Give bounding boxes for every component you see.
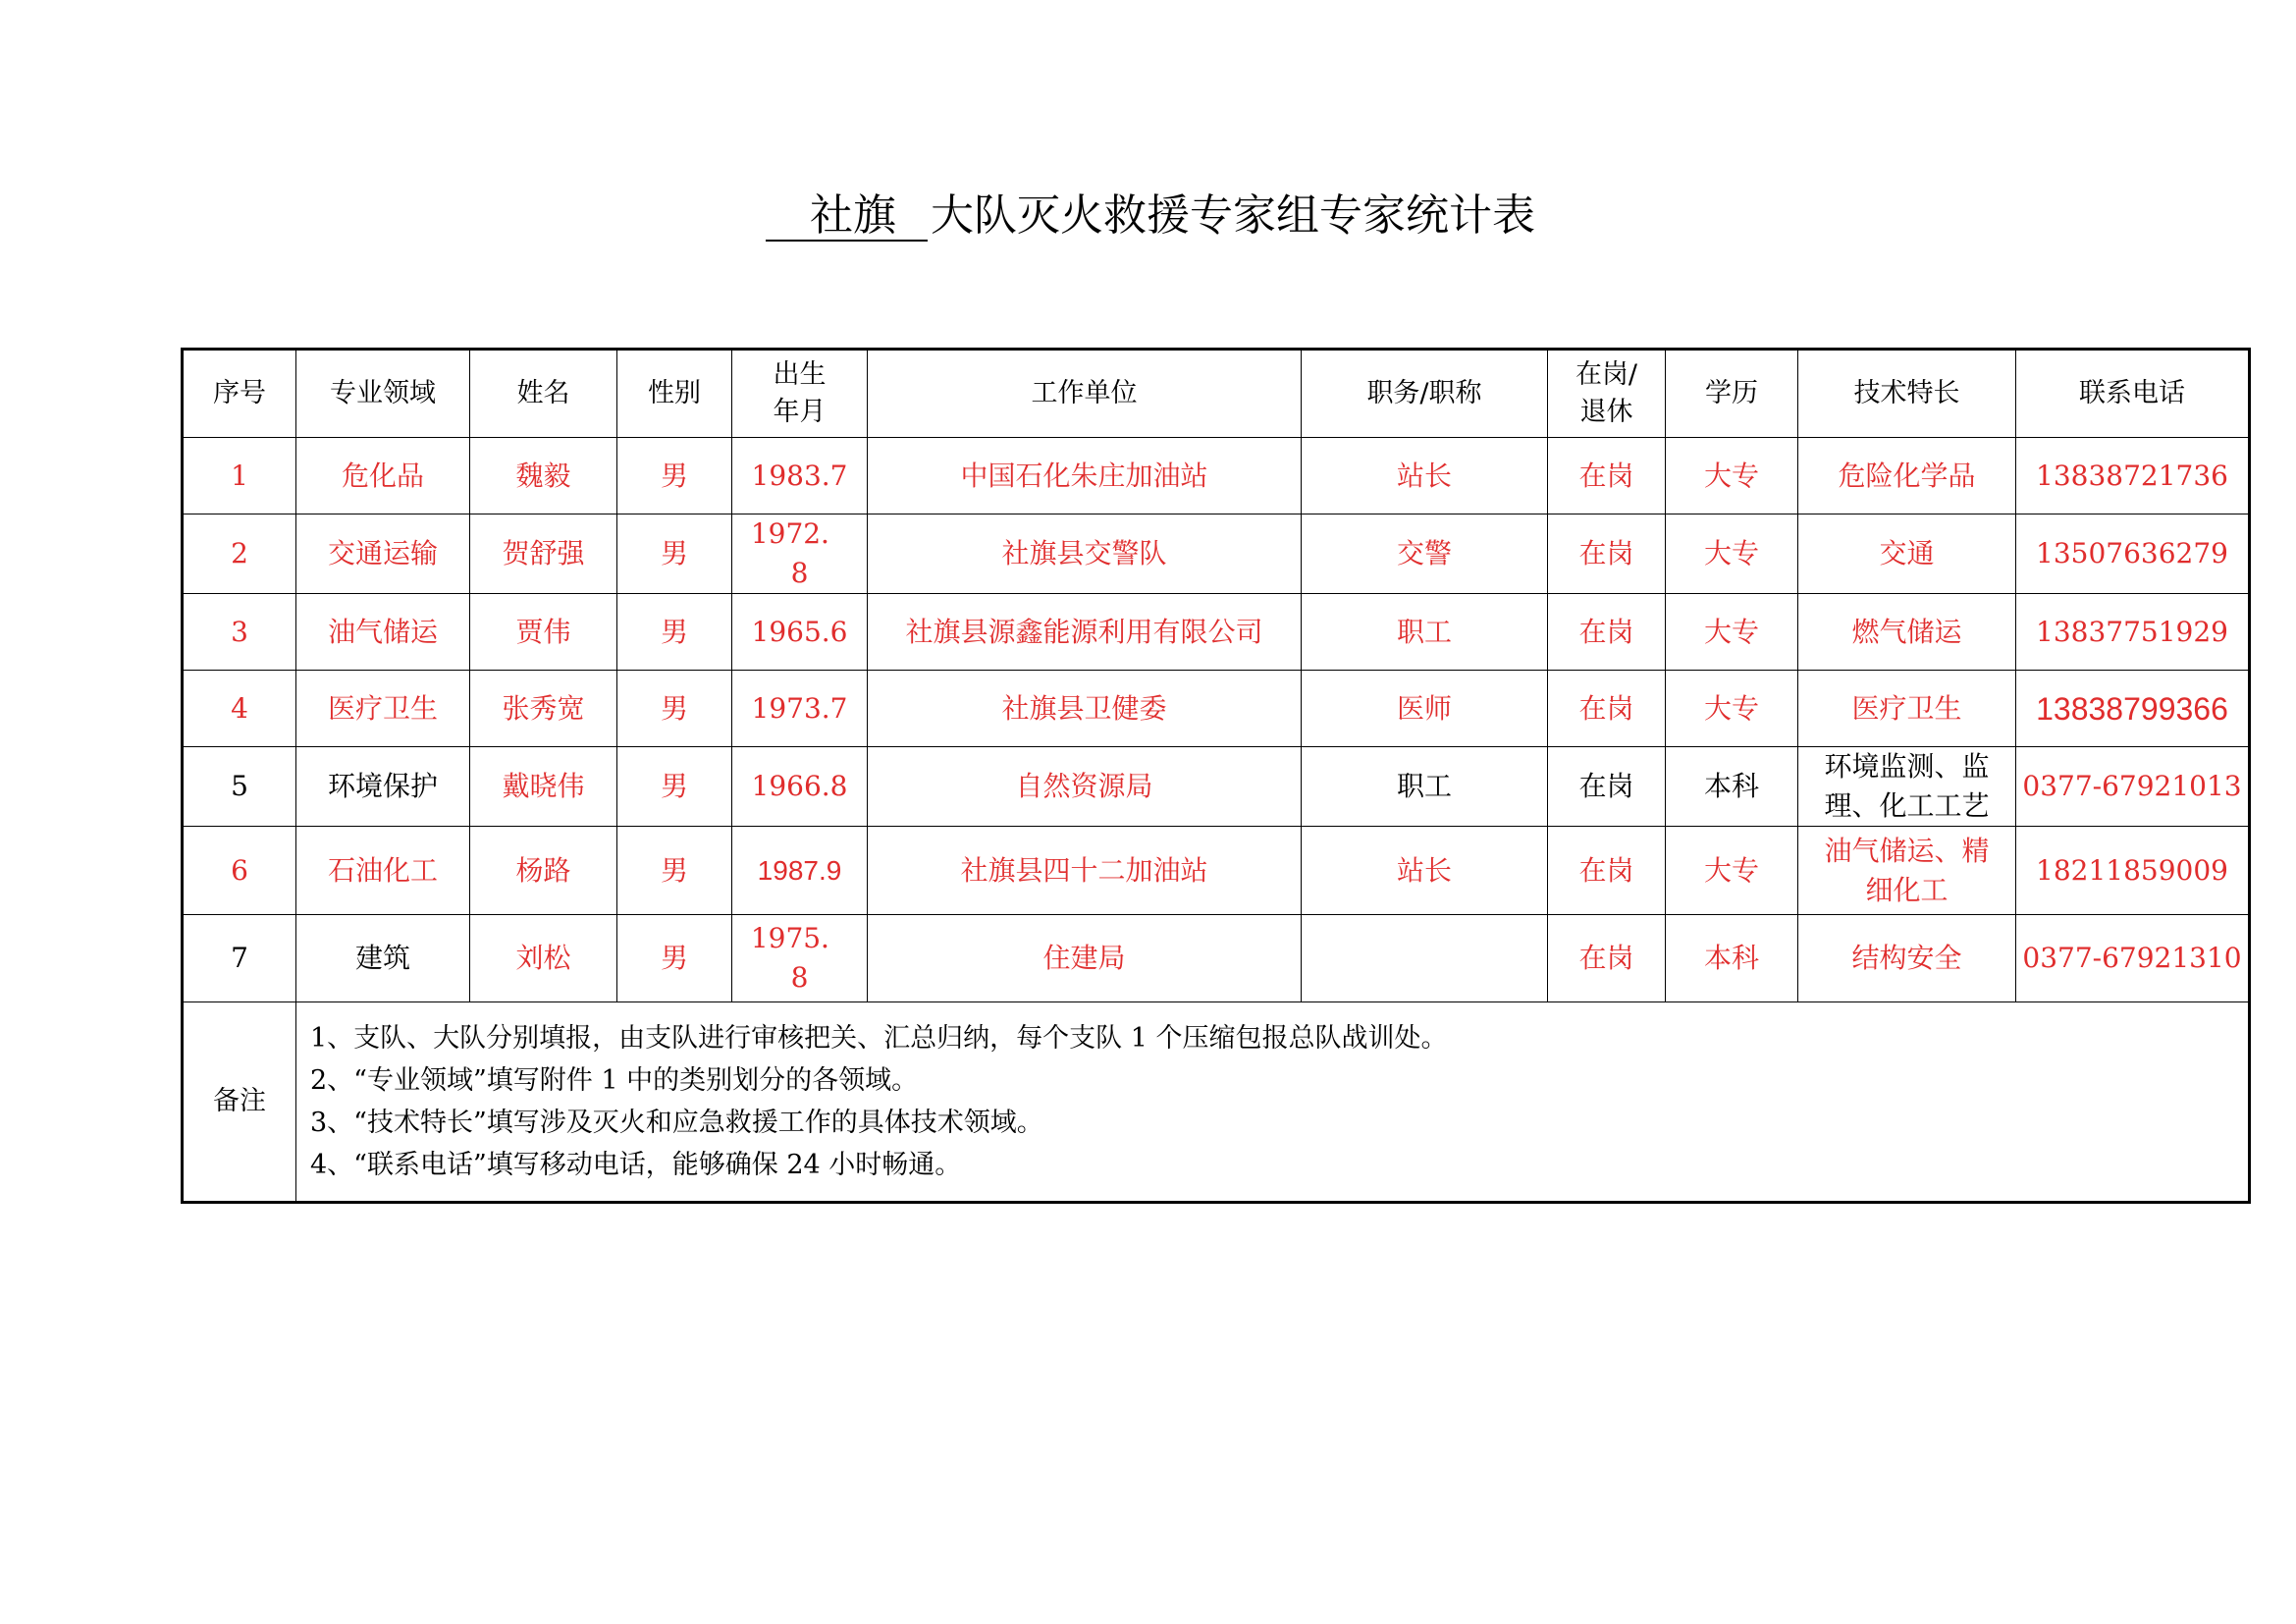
cell-education: 大专 xyxy=(1666,671,1798,747)
cell-birth: 1983.7 xyxy=(732,438,868,514)
cell-specialty: 燃气储运 xyxy=(1798,594,2016,671)
header-birth: 出生 年月 xyxy=(732,350,868,438)
table-row xyxy=(183,747,2250,827)
cell-phone: 13838799366 xyxy=(2016,671,2250,747)
cell-name: 戴晓伟 xyxy=(470,747,617,827)
table-row xyxy=(183,671,2250,747)
cell-phone: 0377-67921013 xyxy=(2016,747,2250,827)
cell-name: 贺舒强 xyxy=(470,514,617,594)
cell-phone: 18211859009 xyxy=(2016,827,2250,915)
header-education: 学历 xyxy=(1666,350,1798,438)
header-seq: 序号 xyxy=(183,350,296,438)
cell-birth: 1987.9 xyxy=(732,827,868,915)
table-row xyxy=(183,514,2250,594)
cell-position: 站长 xyxy=(1302,827,1548,915)
header-status: 在岗/ 退休 xyxy=(1548,350,1666,438)
cell-name: 张秀宽 xyxy=(470,671,617,747)
page-title xyxy=(766,192,1535,244)
header-employer: 工作单位 xyxy=(868,350,1302,438)
cell-phone: 0377-67921310 xyxy=(2016,915,2250,1002)
cell-education: 本科 xyxy=(1666,747,1798,827)
cell-education: 大专 xyxy=(1666,594,1798,671)
cell-gender: 男 xyxy=(617,438,732,514)
cell-status: 在岗 xyxy=(1548,671,1666,747)
cell-birth: 1975．8 xyxy=(732,915,868,1002)
cell-field: 环境保护 xyxy=(296,747,470,827)
note-line: 2、“专业领域”填写附件 1 中的类别划分的各领域。 xyxy=(310,1065,919,1096)
cell-status: 在岗 xyxy=(1548,594,1666,671)
cell-gender: 男 xyxy=(617,747,732,827)
cell-position: 站长 xyxy=(1302,438,1548,514)
cell-specialty: 油气储运、精细化工 xyxy=(1798,827,2016,915)
header-position: 职务/职称 xyxy=(1302,350,1548,438)
cell-field: 交通运输 xyxy=(296,514,470,594)
cell-education: 大专 xyxy=(1666,514,1798,594)
header-field: 专业领域 xyxy=(296,350,470,438)
cell-education: 大专 xyxy=(1666,438,1798,514)
table-header-row xyxy=(183,350,2250,438)
cell-phone: 13837751929 xyxy=(2016,594,2250,671)
cell-birth: 1973.7 xyxy=(732,671,868,747)
cell-seq: 4 xyxy=(183,671,296,747)
header-gender: 性别 xyxy=(617,350,732,438)
cell-seq: 1 xyxy=(183,438,296,514)
cell-position: 职工 xyxy=(1302,594,1548,671)
cell-field: 石油化工 xyxy=(296,827,470,915)
cell-specialty: 医疗卫生 xyxy=(1798,671,2016,747)
cell-gender: 男 xyxy=(617,514,732,594)
cell-phone: 13507636279 xyxy=(2016,514,2250,594)
note-line: 4、“联系电话”填写移动电话，能够确保 24 小时畅通。 xyxy=(310,1150,962,1180)
cell-name: 杨路 xyxy=(470,827,617,915)
cell-field: 油气储运 xyxy=(296,594,470,671)
title-text: 大队灭火救援专家组专家统计表 xyxy=(931,190,1535,241)
cell-seq: 3 xyxy=(183,594,296,671)
cell-education: 大专 xyxy=(1666,827,1798,915)
cell-field: 危化品 xyxy=(296,438,470,514)
cell-seq: 5 xyxy=(183,747,296,827)
cell-seq: 6 xyxy=(183,827,296,915)
table-row xyxy=(183,827,2250,915)
table-row xyxy=(183,438,2250,514)
notes-label: 备注 xyxy=(183,1002,296,1203)
cell-employer: 社旗县四十二加油站 xyxy=(868,827,1302,915)
cell-employer: 社旗县卫健委 xyxy=(868,671,1302,747)
header-name: 姓名 xyxy=(470,350,617,438)
cell-name: 刘松 xyxy=(470,915,617,1002)
note-line: 3、“技术特长”填写涉及灭火和应急救援工作的具体技术领域。 xyxy=(310,1108,1043,1138)
cell-status: 在岗 xyxy=(1548,514,1666,594)
cell-employer: 住建局 xyxy=(868,915,1302,1002)
cell-employer: 社旗县源鑫能源利用有限公司 xyxy=(868,594,1302,671)
cell-gender: 男 xyxy=(617,915,732,1002)
cell-gender: 男 xyxy=(617,671,732,747)
cell-name: 魏毅 xyxy=(470,438,617,514)
cell-seq: 7 xyxy=(183,915,296,1002)
cell-position: 交警 xyxy=(1302,514,1548,594)
cell-position: 职工 xyxy=(1302,747,1548,827)
cell-specialty: 危险化学品 xyxy=(1798,438,2016,514)
cell-employer: 自然资源局 xyxy=(868,747,1302,827)
cell-seq: 2 xyxy=(183,514,296,594)
cell-name: 贾伟 xyxy=(470,594,617,671)
notes-row xyxy=(183,1002,2250,1203)
cell-position xyxy=(1302,915,1548,1002)
cell-specialty: 交通 xyxy=(1798,514,2016,594)
cell-status: 在岗 xyxy=(1548,438,1666,514)
cell-birth: 1965.6 xyxy=(732,594,868,671)
note-line: 1、支队、大队分别填报，由支队进行审核把关、汇总归纳，每个支队 1 个压缩包报总队战训处。 xyxy=(310,1023,1448,1054)
expert-table xyxy=(181,348,2251,1204)
cell-specialty: 结构安全 xyxy=(1798,915,2016,1002)
header-specialty: 技术特长 xyxy=(1798,350,2016,438)
cell-gender: 男 xyxy=(617,594,732,671)
cell-employer: 中国石化朱庄加油站 xyxy=(868,438,1302,514)
title-unit-name: 社旗 xyxy=(766,192,928,242)
notes-content xyxy=(296,1002,2250,1203)
cell-status: 在岗 xyxy=(1548,827,1666,915)
cell-education: 本科 xyxy=(1666,915,1798,1002)
cell-birth: 1966.8 xyxy=(732,747,868,827)
cell-field: 建筑 xyxy=(296,915,470,1002)
table-row xyxy=(183,915,2250,1002)
table-row xyxy=(183,594,2250,671)
cell-employer: 社旗县交警队 xyxy=(868,514,1302,594)
header-phone: 联系电话 xyxy=(2016,350,2250,438)
cell-specialty: 环境监测、监理、化工工艺 xyxy=(1798,747,2016,827)
cell-gender: 男 xyxy=(617,827,732,915)
cell-status: 在岗 xyxy=(1548,915,1666,1002)
cell-status: 在岗 xyxy=(1548,747,1666,827)
cell-phone: 13838721736 xyxy=(2016,438,2250,514)
cell-position: 医师 xyxy=(1302,671,1548,747)
cell-birth: 1972．8 xyxy=(732,514,868,594)
cell-field: 医疗卫生 xyxy=(296,671,470,747)
